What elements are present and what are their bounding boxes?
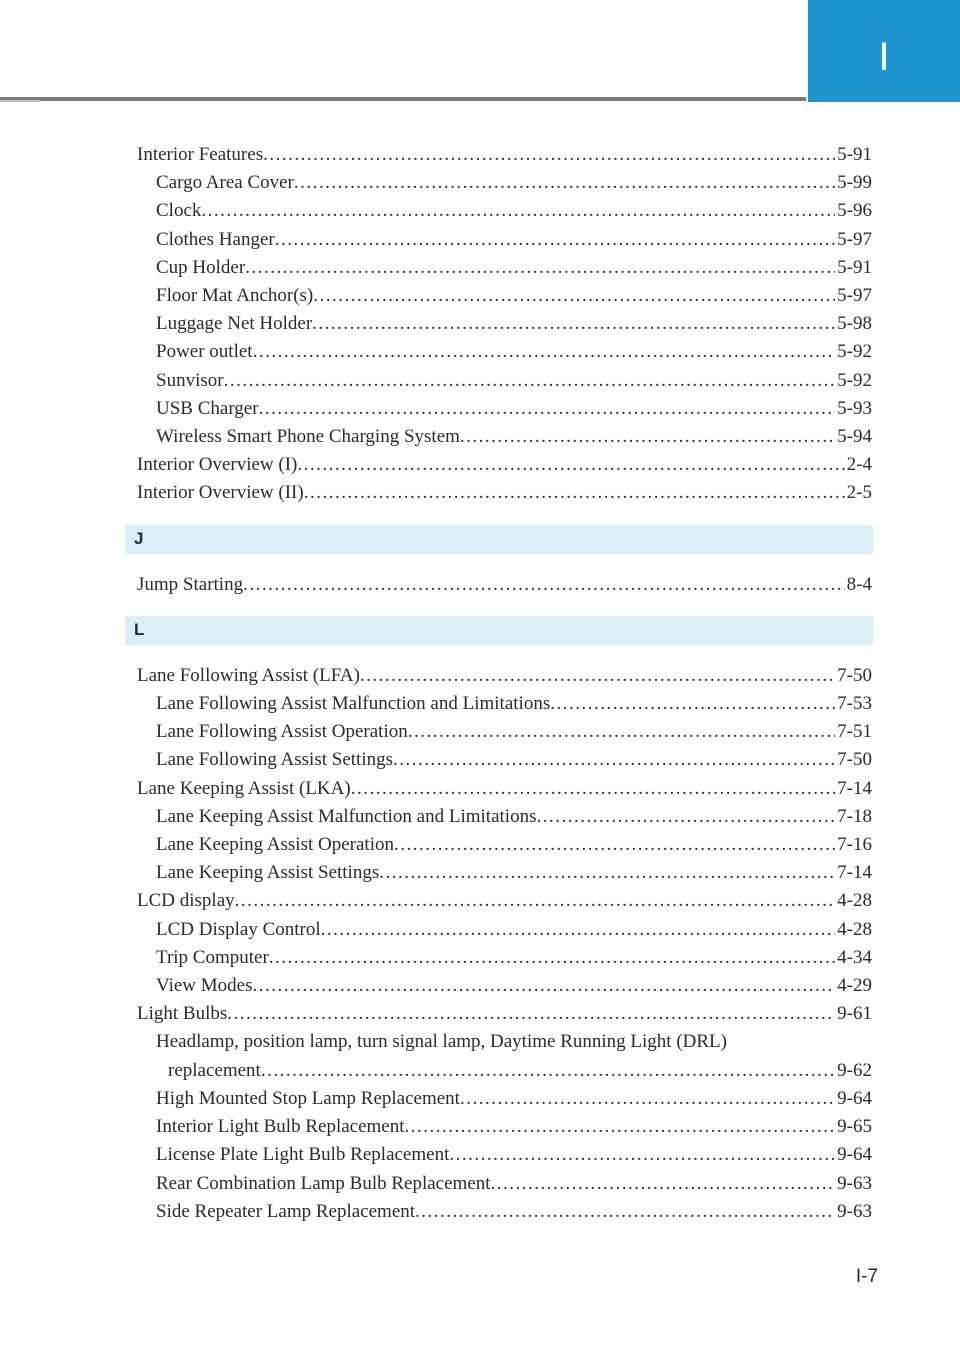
entry-title: Lane Keeping Assist Settings xyxy=(156,862,380,884)
entry-page-number: 5-99 xyxy=(837,172,872,194)
entry-title: Lane Keeping Assist Operation xyxy=(156,834,394,856)
entry-title: Lane Keeping Assist (LKA) xyxy=(137,777,351,799)
index-entry[interactable] xyxy=(137,226,872,254)
dot-leader xyxy=(227,1000,835,1028)
entry-page-number: 2-5 xyxy=(846,482,872,504)
dot-leader xyxy=(408,718,835,746)
dot-leader xyxy=(261,1057,835,1085)
dot-leader xyxy=(351,775,835,803)
index-entry[interactable] xyxy=(137,169,872,197)
entry-title: Jump Starting xyxy=(137,573,244,595)
index-entry[interactable] xyxy=(137,916,872,944)
entry-page-number: 9-64 xyxy=(837,1087,872,1109)
entry-title: Cargo Area Cover xyxy=(156,172,294,194)
entry-page-number: 7-18 xyxy=(837,805,872,827)
entry-title: Trip Computer xyxy=(156,946,269,968)
dot-leader xyxy=(243,571,845,599)
index-entry[interactable] xyxy=(137,1000,872,1028)
index-entry[interactable] xyxy=(137,662,872,690)
index-entry[interactable] xyxy=(137,887,872,915)
index-entry[interactable] xyxy=(137,859,872,887)
entry-page-number: 7-14 xyxy=(837,777,872,799)
dot-leader xyxy=(253,338,836,366)
entry-title: replacement xyxy=(168,1059,261,1081)
dot-leader xyxy=(275,226,835,254)
dot-leader xyxy=(460,423,835,451)
section-header-j xyxy=(125,525,873,554)
entry-page-number: 2-4 xyxy=(846,454,872,476)
entry-page-number: 5-92 xyxy=(837,341,872,363)
index-entry[interactable] xyxy=(137,1057,872,1085)
index-entry[interactable] xyxy=(137,141,872,169)
entry-page-number: 4-29 xyxy=(837,975,872,997)
index-entry[interactable] xyxy=(137,944,872,972)
entry-page-number: 9-64 xyxy=(837,1144,872,1166)
entry-page-number: 5-93 xyxy=(837,397,872,419)
index-entry[interactable] xyxy=(137,1113,872,1141)
entry-title: Floor Mat Anchor(s) xyxy=(156,285,314,307)
entry-title: Lane Following Assist Malfunction and Limitations xyxy=(156,693,551,715)
entry-page-number: 9-61 xyxy=(837,1003,872,1025)
page-number: I-7 xyxy=(855,1266,878,1287)
entry-page-number: 5-91 xyxy=(837,144,872,165)
entry-title: License Plate Light Bulb Replacement xyxy=(156,1144,450,1166)
chapter-tab xyxy=(808,0,960,102)
entry-title: Interior Light Bulb Replacement xyxy=(156,1116,405,1138)
entry-page-number: 9-65 xyxy=(837,1116,872,1138)
dot-leader xyxy=(449,1141,835,1169)
index-entry[interactable] xyxy=(137,479,872,507)
index-entry[interactable] xyxy=(137,831,872,859)
index-entry[interactable] xyxy=(137,571,872,599)
index-entry[interactable] xyxy=(137,803,872,831)
index-list xyxy=(134,141,872,1226)
dot-leader xyxy=(460,1085,835,1113)
dot-leader xyxy=(259,395,836,423)
entry-page-number: 9-62 xyxy=(837,1059,872,1081)
entry-page-number: 7-14 xyxy=(837,862,872,884)
entry-title: Power outlet xyxy=(156,341,253,363)
dot-leader xyxy=(415,1198,835,1226)
index-entry[interactable] xyxy=(137,690,872,718)
entry-title: Light Bulbs xyxy=(137,1003,228,1025)
index-entry[interactable] xyxy=(137,197,872,225)
index-entry[interactable] xyxy=(137,746,872,774)
index-entry[interactable] xyxy=(137,1028,872,1056)
dot-leader xyxy=(405,1113,836,1141)
dot-leader xyxy=(297,451,844,479)
entry-page-number: 4-28 xyxy=(837,918,872,940)
entry-page-number: 9-63 xyxy=(837,1200,872,1222)
dot-leader xyxy=(201,197,835,225)
dot-leader xyxy=(393,746,835,774)
index-entry[interactable] xyxy=(137,395,872,423)
index-entry[interactable] xyxy=(137,972,872,1000)
entry-title: LCD Display Control xyxy=(156,918,321,940)
entry-title: Sunvisor xyxy=(156,369,224,391)
entry-title: Side Repeater Lamp Replacement xyxy=(156,1200,416,1222)
entry-title: USB Charger xyxy=(156,397,259,419)
entry-title: Lane Following Assist Operation xyxy=(156,721,408,743)
dot-leader xyxy=(536,803,835,831)
dot-leader xyxy=(321,916,836,944)
dot-leader xyxy=(312,310,835,338)
entry-page-number: 7-53 xyxy=(837,693,872,715)
entry-page-number: 7-50 xyxy=(837,749,872,771)
entry-page-number: 7-50 xyxy=(837,664,872,686)
entry-title: Clock xyxy=(156,200,202,222)
entry-title: View Modes xyxy=(156,975,253,997)
entry-page-number: 7-51 xyxy=(837,721,872,743)
entry-page-number: 4-34 xyxy=(837,946,872,968)
entry-page-number: 9-63 xyxy=(837,1172,872,1194)
dot-leader xyxy=(491,1170,836,1198)
entry-title: Cup Holder xyxy=(156,256,246,278)
entry-page-number: 5-96 xyxy=(837,200,872,222)
entry-title: High Mounted Stop Lamp Replacement xyxy=(156,1087,460,1109)
index-entry[interactable] xyxy=(137,718,872,746)
index-entry[interactable] xyxy=(137,1198,872,1226)
dot-leader xyxy=(263,141,835,169)
index-entry[interactable] xyxy=(137,310,872,338)
index-entry[interactable] xyxy=(137,1085,872,1113)
entry-title: Interior Overview (II) xyxy=(137,482,304,504)
entry-title: LCD display xyxy=(137,890,235,912)
chapter-tab-label: I xyxy=(878,35,890,79)
section-header-l xyxy=(125,616,873,645)
entry-page-number: 5-92 xyxy=(837,369,872,391)
entry-page-number: 5-94 xyxy=(837,426,872,448)
index-entry[interactable] xyxy=(137,1141,872,1169)
header-rule xyxy=(0,97,806,101)
entry-page-number: 5-97 xyxy=(837,285,872,307)
entry-page-number: 5-91 xyxy=(837,256,872,278)
dot-leader xyxy=(294,169,835,197)
index-entry[interactable] xyxy=(137,451,872,479)
entry-title: Interior Features xyxy=(137,144,264,165)
header-rule-accent xyxy=(0,100,40,102)
index-entry[interactable] xyxy=(137,423,872,451)
entry-title: Wireless Smart Phone Charging System xyxy=(156,426,460,448)
dot-leader xyxy=(550,690,835,718)
index-entry[interactable] xyxy=(137,338,872,366)
entry-title: Lane Following Assist (LFA) xyxy=(137,664,360,686)
entry-page-number: 7-16 xyxy=(837,834,872,856)
dot-leader xyxy=(269,944,835,972)
dot-leader xyxy=(360,662,835,690)
section-letter: J xyxy=(134,529,144,549)
dot-leader xyxy=(224,367,836,395)
dot-leader xyxy=(379,859,835,887)
dot-leader xyxy=(313,282,835,310)
section-letter: L xyxy=(134,620,145,640)
index-entry[interactable] xyxy=(137,254,872,282)
entry-title: Luggage Net Holder xyxy=(156,313,313,335)
dot-leader xyxy=(304,479,845,507)
entry-title: Headlamp, position lamp, turn signal lamp, Daytime Running Light (DRL) xyxy=(156,1031,727,1053)
dot-leader xyxy=(235,887,836,915)
index-entry[interactable] xyxy=(137,282,872,310)
entry-page-number: 4-28 xyxy=(837,890,872,912)
entry-title: Interior Overview (I) xyxy=(137,454,298,476)
dot-leader xyxy=(245,254,835,282)
index-entry[interactable] xyxy=(137,775,872,803)
entry-title: Rear Combination Lamp Bulb Replacement xyxy=(156,1172,491,1194)
entry-title: Lane Keeping Assist Malfunction and Limitations xyxy=(156,805,537,827)
index-entry[interactable] xyxy=(137,1170,872,1198)
dot-leader xyxy=(252,972,835,1000)
entry-page-number: 8-4 xyxy=(846,573,872,595)
index-entry[interactable] xyxy=(137,367,872,395)
entry-page-number: 5-98 xyxy=(837,313,872,335)
entry-page-number: 5-97 xyxy=(837,228,872,250)
dot-leader xyxy=(394,831,835,859)
entry-title: Lane Following Assist Settings xyxy=(156,749,393,771)
entry-title: Clothes Hanger xyxy=(156,228,275,250)
